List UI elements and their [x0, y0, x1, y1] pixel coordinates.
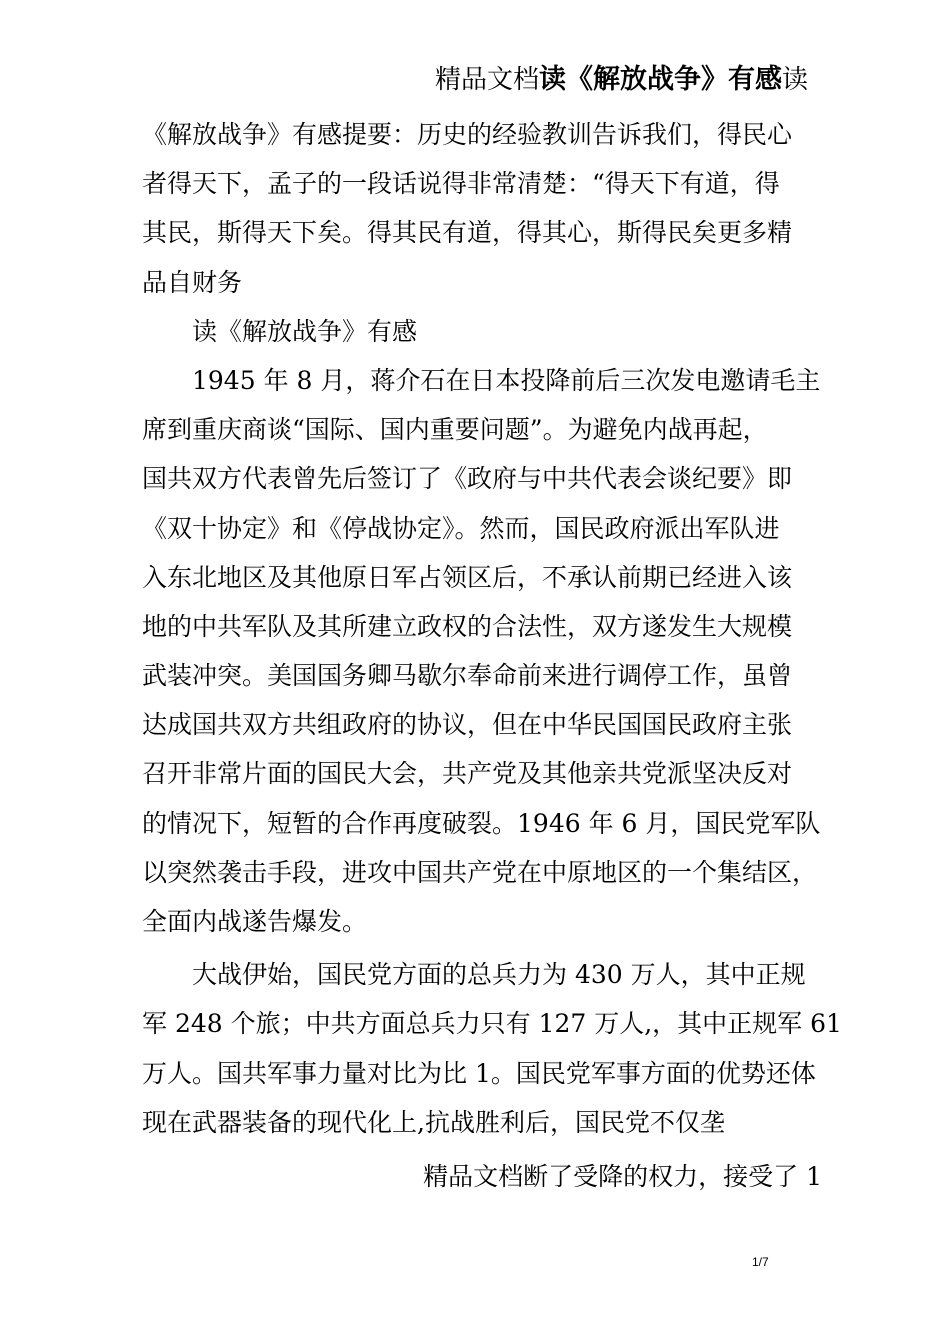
document-body [142, 110, 842, 1147]
text-line: 达成国共双方共组政府的协议，但在中华民国国民政府主张 [142, 710, 793, 740]
text-line: 者得天下，孟子的一段话说得非常清楚：“得天下有道，得 [142, 169, 780, 199]
header-prefix: 精品文档 [434, 65, 539, 95]
text-line: 国共双方代表曾先后签订了《政府与中共代表会谈纪要》即 [142, 464, 793, 494]
paragraph [142, 307, 842, 356]
text-line: 入东北地区及其他原日军占领区后，不承认前期已经进入该 [142, 562, 793, 592]
text-line: 万人。国共军事力量对比为比 1。国民党军事方面的优势还体 [142, 1058, 816, 1088]
text-line: 现在武器装备的现代化上,抗战胜利后，国民党不仅垄 [142, 1107, 725, 1137]
page-footer: 精品文档断了受降的权力，接受了 1 [423, 1162, 822, 1191]
text-line: 以突然袭击手段，进攻中国共产党在中原地区的一个集结区， [142, 857, 818, 887]
text-line: 1945 年 8 月，蒋介石在日本投降前后三次发电邀请毛主 [192, 365, 821, 395]
page-number: 1/7 [752, 1255, 769, 1269]
text-line: 地的中共军队及其所建立政权的合法性，双方遂发生大规模 [142, 611, 793, 641]
text-line: 武装冲突。美国国务卿马歇尔奉命前来进行调停工作，虽曾 [142, 661, 793, 691]
paragraph [142, 110, 842, 307]
paragraph [142, 950, 842, 1147]
document-title: 读《解放战争》有感 [538, 64, 782, 95]
text-line: 的情况下，短暂的合作再度破裂。1946 年 6 月，国民党军队 [142, 808, 821, 838]
text-line: 其民，斯得天下矣。得其民有道，得其心，斯得民矣更多精 [142, 218, 793, 248]
text-line: 《双十协定》和《停战协定》。然而，国民政府派出军队进 [142, 513, 780, 543]
text-line: 召开非常片面的国民大会，共产党及其他亲共党派坚决反对 [142, 759, 793, 789]
page-header [435, 60, 808, 100]
text-line: 军 248 个旅；中共方面总兵力只有 127 万人,，其中正规军 61 [142, 1009, 842, 1039]
paragraph [142, 356, 842, 946]
text-line: 读《解放战争》有感 [192, 316, 418, 346]
text-line: 大战伊始，国民党方面的总兵力为 430 万人，其中正规 [192, 960, 806, 990]
text-line: 品自财务 [142, 267, 243, 297]
text-line: 《解放战争》有感提要：历史的经验教训告诉我们，得民心 [142, 120, 793, 149]
text-line: 全面内战遂告爆发。 [142, 907, 368, 936]
text-line: 席到重庆商谈“国际、国内重要问题”。为避免内战再起， [142, 415, 768, 445]
header-suffix: 读 [781, 65, 808, 95]
